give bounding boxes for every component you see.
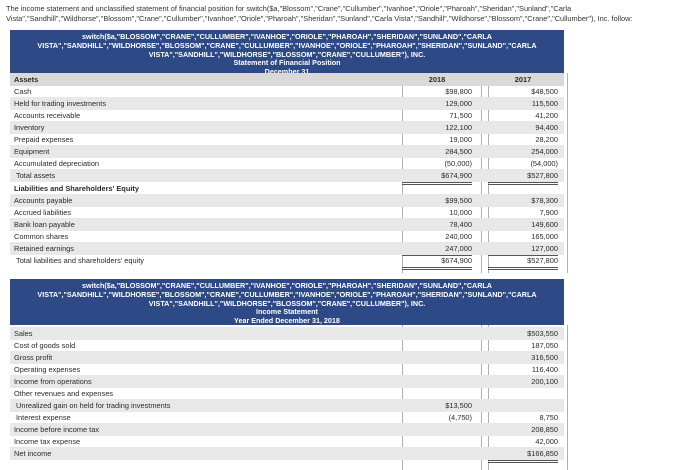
statement-period: Year Ended December 31, 2018 <box>234 317 340 326</box>
value-2017: 7,900 <box>539 208 558 217</box>
row-label: Total liabilities and shareholders' equity <box>16 256 144 265</box>
row-label: Income from operations <box>14 377 92 386</box>
row-label: Income before income tax <box>14 425 100 434</box>
value-2018: 71,500 <box>449 111 472 120</box>
value-2017: 165,000 <box>531 232 558 241</box>
row-label: Bank loan payable <box>14 220 75 229</box>
row-value: 8,750 <box>488 411 558 425</box>
row-label: Accumulated depreciation <box>14 159 100 168</box>
value-2018: $99,500 <box>445 196 472 205</box>
assets-heading: Assets <box>14 75 39 84</box>
value-2017: 115,500 <box>531 99 558 108</box>
value-2018: 247,000 <box>402 242 472 256</box>
row-label: Equipment <box>14 147 50 156</box>
row-value: 42,000 <box>488 435 558 449</box>
total-liabilities-equity-2017: $527,800 <box>488 254 558 270</box>
row-label: Accounts receivable <box>14 111 81 120</box>
company-name-line-3: VISTA","SANDHILL","WILDHORSE","BLOSSOM","CRANE","CULLUMBER"), INC. <box>148 299 426 308</box>
value-2018: 129,000 <box>445 99 472 108</box>
table-row <box>10 254 564 267</box>
row-label: Prepaid expenses <box>14 135 74 144</box>
company-name-line-1: switch($a,"BLOSSOM","CRANE","CULLUMBER","IVANHOE","ORIOLE","PHAROAH","SHERIDAN","SUNLAND","CARLA <box>82 282 492 290</box>
row-label: Interest expense <box>16 413 71 422</box>
row-label: Held for trading investments <box>14 99 107 108</box>
row-label: Retained earnings <box>14 244 74 253</box>
row-detail-value: $13,500 <box>445 401 472 410</box>
income-statement-header <box>10 279 564 328</box>
row-label: Operating expenses <box>14 365 81 374</box>
table-row <box>10 169 564 182</box>
company-name-line-2: VISTA","SANDHILL","WILDHORSE","BLOSSOM","CRANE","CULLUMBER","IVANHOE","ORIOLE","PHAROAH","SHERIDAN","SUNLAND","CARLA <box>37 41 537 50</box>
row-label: Unrealized gain on held for trading investments <box>16 401 171 410</box>
value-2018: 19,000 <box>449 135 472 144</box>
year-2017-header: 2017 <box>514 75 532 84</box>
row-label: Inventory <box>14 123 45 132</box>
row-value: $503,550 <box>527 329 558 338</box>
row-detail-value: (4,750) <box>402 411 472 425</box>
row-label: Accrued liabilities <box>14 208 72 217</box>
net-income-value: $166,850 <box>488 447 558 463</box>
row-label: Accounts payable <box>14 196 73 205</box>
value-2018: 10,000 <box>449 208 472 217</box>
row-value: 316,500 <box>531 353 558 362</box>
value-2017: $78,300 <box>531 196 558 205</box>
row-value: 208,850 <box>531 425 558 434</box>
value-2018: $98,800 <box>445 87 472 96</box>
statement-title: Income Statement <box>256 308 318 317</box>
company-name-line-1: switch($a,"BLOSSOM","CRANE","CULLUMBER","IVANHOE","ORIOLE","PHAROAH","SHERIDAN","SUNLAND","CARLA <box>82 33 492 41</box>
problem-intro: The income statement and unclassified statement of financial position for switch($a,"Blossom","Crane","Cullumber","Ivanhoe","Oriole","Pharoah","Sheridan","Sunland","Carla Vista","Sandhill","Wildhorse","Blossom","Crane","Cullumber","Ivanhoe","Oriole","Pharoah","Sheridan","Sunland","Carla Vista","Sandhill","Wildhorse","Blossom","Crane","Cullumber"), Inc. follow: <box>6 4 633 23</box>
value-2018: 284,500 <box>445 147 472 156</box>
row-value: 200,100 <box>531 377 558 386</box>
row-label: Income tax expense <box>14 437 81 446</box>
table-row <box>10 447 564 460</box>
row-label: Other revenues and expenses <box>14 389 114 398</box>
income-statement-table <box>10 325 564 470</box>
value-2017: $48,500 <box>531 87 558 96</box>
row-label: Sales <box>14 329 33 338</box>
company-name-line-3: VISTA","SANDHILL","WILDHORSE","BLOSSOM","CRANE","CULLUMBER"), INC. <box>148 50 426 59</box>
row-label: Gross profit <box>14 353 53 362</box>
value-2018: (50,000) <box>402 157 472 171</box>
balance-sheet-table <box>10 73 564 273</box>
value-2018: 122,100 <box>445 123 472 132</box>
value-2018: 240,000 <box>445 232 472 241</box>
value-2017: 254,000 <box>531 147 558 156</box>
row-value: 187,050 <box>488 339 558 353</box>
statement-title: Statement of Financial Position <box>233 59 341 68</box>
year-2018-header: 2018 <box>428 75 446 84</box>
liabilities-heading: Liabilities and Shareholders' Equity <box>14 184 139 193</box>
total-liabilities-equity-2018: $674,900 <box>402 254 472 270</box>
row-label: Cost of goods sold <box>14 341 76 350</box>
balance-sheet-header <box>10 30 564 76</box>
company-name-line-2: VISTA","SANDHILL","WILDHORSE","BLOSSOM","CRANE","CULLUMBER","IVANHOE","ORIOLE","PHAROAH","SHERIDAN","SUNLAND","CARLA <box>37 290 537 299</box>
value-2017: 28,200 <box>535 135 558 144</box>
value-2017: 127,000 <box>488 242 558 256</box>
row-label: Net income <box>14 449 52 458</box>
total-assets-2018: $674,900 <box>402 169 472 185</box>
value-2017: (54,000) <box>488 157 558 171</box>
row-value: 116,400 <box>488 363 558 377</box>
total-assets-2017: $527,800 <box>488 169 558 185</box>
value-2017: 149,600 <box>531 220 558 229</box>
value-2018: 78,400 <box>449 220 472 229</box>
value-2017: 94,400 <box>535 123 558 132</box>
row-label: Common shares <box>14 232 69 241</box>
row-label: Cash <box>14 87 32 96</box>
value-2017: 41,200 <box>535 111 558 120</box>
row-label: Total assets <box>16 171 56 180</box>
